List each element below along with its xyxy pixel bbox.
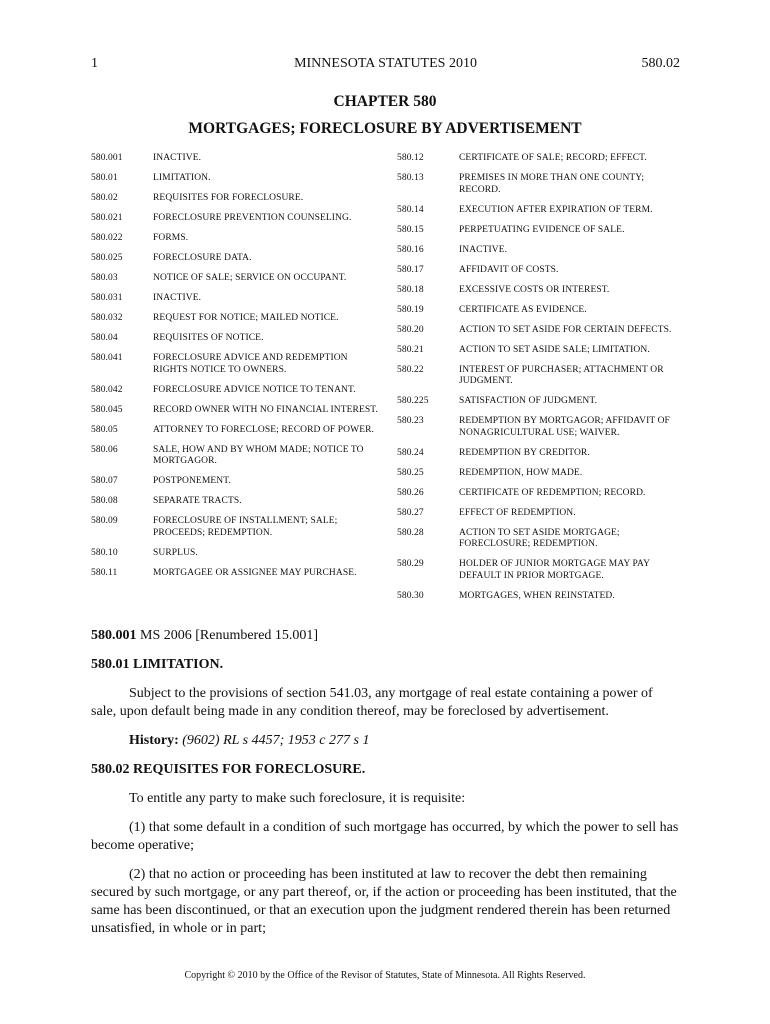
toc-entry-number: 580.08: [91, 496, 118, 506]
toc-entry-number: 580.14: [397, 204, 424, 215]
toc-entry: [397, 265, 687, 277]
toc-entry-title: FORECLOSURE DATA.: [153, 253, 252, 263]
toc-entry-title: FORECLOSURE OF INSTALLMENT; SALE; PROCEEDS; REDEMPTION.: [153, 516, 338, 538]
toc-entry: [91, 385, 381, 397]
toc-entry-number: 580.025: [91, 253, 123, 263]
toc-entry-number: 580.04: [91, 333, 118, 343]
toc-entry-title: SATISFACTION OF JUDGMENT.: [459, 396, 598, 406]
toc-entry-title: PREMISES IN MORE THAN ONE COUNTY; RECORD.: [459, 173, 645, 195]
toc-entry: [397, 559, 687, 582]
toc-entry: [91, 516, 381, 539]
toc-entry-title: INACTIVE.: [153, 293, 202, 303]
toc-entry-title: REQUISITES OF NOTICE.: [153, 333, 264, 343]
toc-entry: [91, 293, 381, 305]
toc-entry-title: CERTIFICATE OF REDEMPTION; RECORD.: [459, 487, 646, 498]
toc-entry-title: CERTIFICATE AS EVIDENCE.: [459, 304, 587, 315]
section-paragraph: Subject to the provisions of section 541.03, any mortgage of real estate containing a power of sale, upon default being made in any condition thereof, may be foreclosed by advertisement.: [91, 686, 653, 719]
toc-entry-number: 580.06: [91, 444, 118, 455]
section-text: MS 2006 [Renumbered 15.001]: [136, 628, 319, 643]
header-section: 580.02: [641, 56, 680, 71]
toc-entry-number: 580.042: [91, 384, 123, 395]
toc-entry-title: AFFIDAVIT OF COSTS.: [459, 264, 559, 275]
toc-entry-title: REDEMPTION BY CREDITOR.: [459, 447, 590, 458]
toc-entry: [91, 445, 381, 468]
toc-entry: [91, 273, 381, 285]
header-title: MINNESOTA STATUTES 2010: [294, 56, 477, 71]
toc-entry-title: FORECLOSURE ADVICE AND REDEMPTION RIGHTS NOTICE TO OWNERS.: [153, 353, 348, 375]
toc-entry-title: EXCESSIVE COSTS OR INTEREST.: [459, 284, 610, 295]
toc-entry-title: FORMS.: [153, 233, 189, 243]
toc-entry: [397, 468, 687, 480]
toc-entry-title: RECORD OWNER WITH NO FINANCIAL INTEREST.: [153, 404, 378, 415]
toc-entry-title: FORECLOSURE PREVENTION COUNSELING.: [153, 213, 352, 223]
toc-entry-title: LIMITATION.: [153, 173, 211, 183]
toc-entry-number: 580.12: [397, 153, 424, 163]
toc-entry: [91, 333, 381, 345]
toc-entry: [91, 173, 381, 185]
toc-entry-title: INACTIVE.: [153, 153, 202, 163]
section-paragraph: (2) that no action or proceeding has been instituted at law to recover the debt then remaining secured by such mortgage, or any part thereof, or, if the action or proceeding has been instituted, that the same has been discontinued, or that an execution upon the judgment rendered therein has been returned unsatisfied, in whole or in part;: [91, 867, 677, 936]
toc-entry-number: 580.27: [397, 507, 424, 518]
toc-entry: [91, 153, 381, 165]
toc-entry: [397, 173, 687, 196]
toc-left-column: [91, 153, 381, 588]
toc-entry-title: INTEREST OF PURCHASER; ATTACHMENT OR JUDGMENT.: [459, 364, 664, 386]
toc-entry-number: 580.001: [91, 153, 123, 163]
toc-entry-number: 580.17: [397, 264, 424, 275]
toc-entry: [91, 568, 381, 580]
toc-entry-number: 580.09: [91, 516, 118, 526]
toc-entry-title: SURPLUS.: [153, 547, 198, 558]
history-text: (9602) RL s 4457; 1953 c 277 s 1: [178, 733, 370, 748]
toc-entry-number: 580.07: [91, 476, 118, 486]
toc-entry: [91, 313, 381, 325]
toc-entry-number: 580.10: [91, 547, 118, 558]
toc-entry-number: 580.11: [91, 567, 118, 578]
toc-entry-number: 580.05: [91, 424, 118, 435]
toc-entry-title: POSTPONEMENT.: [153, 476, 231, 486]
section-580-001: [91, 627, 681, 645]
toc-entry: [91, 193, 381, 205]
page-number: 1: [91, 56, 98, 71]
toc-entry-title: NOTICE OF SALE; SERVICE ON OCCUPANT.: [153, 273, 347, 283]
toc-entry-number: 580.13: [397, 173, 424, 183]
chapter-title: MORTGAGES; FORECLOSURE BY ADVERTISEMENT: [188, 120, 582, 137]
toc-entry-number: 580.23: [397, 416, 424, 426]
copyright-footer: Copyright © 2010 by the Office of the Revisor of Statutes, State of Minnesota. All Rights Reserved.: [184, 970, 586, 981]
toc-entry-number: 580.16: [397, 244, 424, 255]
toc-entry: [397, 365, 687, 388]
toc-entry: [397, 488, 687, 500]
toc-entry: [397, 325, 687, 337]
toc-entry: [397, 448, 687, 460]
chapter-number: CHAPTER 580: [333, 93, 437, 110]
section-paragraph: To entitle any party to make such foreclosure, it is requisite:: [129, 791, 466, 806]
toc-entry-title: CERTIFICATE OF SALE; RECORD; EFFECT.: [459, 153, 647, 163]
toc-entry-number: 580.26: [397, 487, 424, 498]
toc-entry-title: PERPETUATING EVIDENCE OF SALE.: [459, 224, 625, 235]
toc-entry-number: 580.22: [397, 364, 424, 375]
toc-entry: [91, 405, 381, 417]
section-paragraph: (1) that some default in a condition of such mortgage has occurred, by which the power to sell has become operative;: [91, 820, 679, 853]
toc-entry-title: SALE, HOW AND BY WHOM MADE; NOTICE TO MORTGAGOR.: [153, 444, 364, 466]
toc-entry-number: 580.28: [397, 527, 424, 538]
toc-entry-number: 580.24: [397, 447, 424, 458]
toc-entry: [397, 225, 687, 237]
toc-entry-number: 580.29: [397, 559, 424, 569]
toc-entry-title: INACTIVE.: [459, 244, 508, 255]
toc-entry-title: ACTION TO SET ASIDE FOR CERTAIN DEFECTS.: [459, 324, 672, 335]
toc-entry-number: 580.02: [91, 193, 118, 203]
toc-entry: [397, 285, 687, 297]
toc-entry: [397, 305, 687, 317]
toc-entry: [397, 416, 687, 439]
toc-entry-title: REDEMPTION, HOW MADE.: [459, 467, 583, 478]
toc-entry-number: 580.25: [397, 467, 424, 478]
toc-entry-number: 580.031: [91, 293, 123, 303]
toc-entry-title: HOLDER OF JUNIOR MORTGAGE MAY PAY DEFAULT IN PRIOR MORTGAGE.: [459, 559, 650, 581]
toc-entry: [397, 591, 687, 603]
toc-entry: [91, 496, 381, 508]
toc-entry-number: 580.19: [397, 304, 424, 315]
toc-entry: [397, 153, 687, 165]
toc-entry-title: MORTGAGES, WHEN REINSTATED.: [459, 590, 615, 601]
toc-entry: [91, 253, 381, 265]
toc-entry-number: 580.041: [91, 353, 123, 363]
toc-right-column: [397, 153, 687, 611]
toc-entry-number: 580.045: [91, 404, 123, 415]
toc-entry: [91, 353, 381, 376]
toc-entry-title: REDEMPTION BY MORTGAGOR; AFFIDAVIT OF NONAGRICULTURAL USE; WAIVER.: [459, 416, 670, 438]
toc-entry: [91, 548, 381, 560]
toc-entry-number: 580.30: [397, 590, 424, 601]
toc-entry: [397, 245, 687, 257]
toc-entry-number: 580.225: [397, 396, 429, 406]
toc-entry-title: FORECLOSURE ADVICE NOTICE TO TENANT.: [153, 384, 356, 395]
toc-entry-number: 580.20: [397, 324, 424, 335]
toc-entry-number: 580.01: [91, 173, 118, 183]
toc-entry-title: MORTGAGEE OR ASSIGNEE MAY PURCHASE.: [153, 567, 357, 578]
toc-entry: [397, 508, 687, 520]
toc-entry-number: 580.21: [397, 344, 424, 355]
section-heading-580-02: 580.02 REQUISITES FOR FORECLOSURE.: [91, 762, 366, 777]
toc-entry-title: SEPARATE TRACTS.: [153, 496, 242, 506]
toc-entry: [397, 205, 687, 217]
toc-entry-title: ACTION TO SET ASIDE SALE; LIMITATION.: [459, 344, 650, 355]
toc-entry-title: ATTORNEY TO FORECLOSE; RECORD OF POWER.: [153, 424, 375, 435]
toc-entry-number: 580.03: [91, 273, 118, 283]
toc-entry: [397, 345, 687, 357]
toc-entry-number: 580.021: [91, 213, 123, 223]
toc-entry-title: EFFECT OF REDEMPTION.: [459, 507, 576, 518]
toc-entry-number: 580.15: [397, 224, 424, 235]
page-header: [91, 56, 680, 76]
toc-entry-title: REQUEST FOR NOTICE; MAILED NOTICE.: [153, 313, 339, 323]
toc-entry: [397, 396, 687, 408]
history-line: [91, 732, 681, 750]
history-label: History:: [129, 733, 179, 748]
statute-body: [91, 627, 681, 949]
toc-entry: [397, 528, 687, 551]
toc-entry-number: 580.032: [91, 313, 123, 323]
toc-entry-number: 580.18: [397, 284, 424, 295]
toc-entry-title: REQUISITES FOR FORECLOSURE.: [153, 193, 304, 203]
section-number: 580.001: [91, 628, 137, 643]
toc-entry: [91, 233, 381, 245]
toc-entry: [91, 425, 381, 437]
section-heading-580-01: 580.01 LIMITATION.: [91, 657, 224, 672]
toc-entry-number: 580.022: [91, 233, 123, 243]
toc-entry: [91, 213, 381, 225]
toc-entry-title: ACTION TO SET ASIDE MORTGAGE; FORECLOSURE; REDEMPTION.: [459, 527, 620, 549]
toc-entry: [91, 476, 381, 488]
toc-entry-title: EXECUTION AFTER EXPIRATION OF TERM.: [459, 204, 653, 215]
